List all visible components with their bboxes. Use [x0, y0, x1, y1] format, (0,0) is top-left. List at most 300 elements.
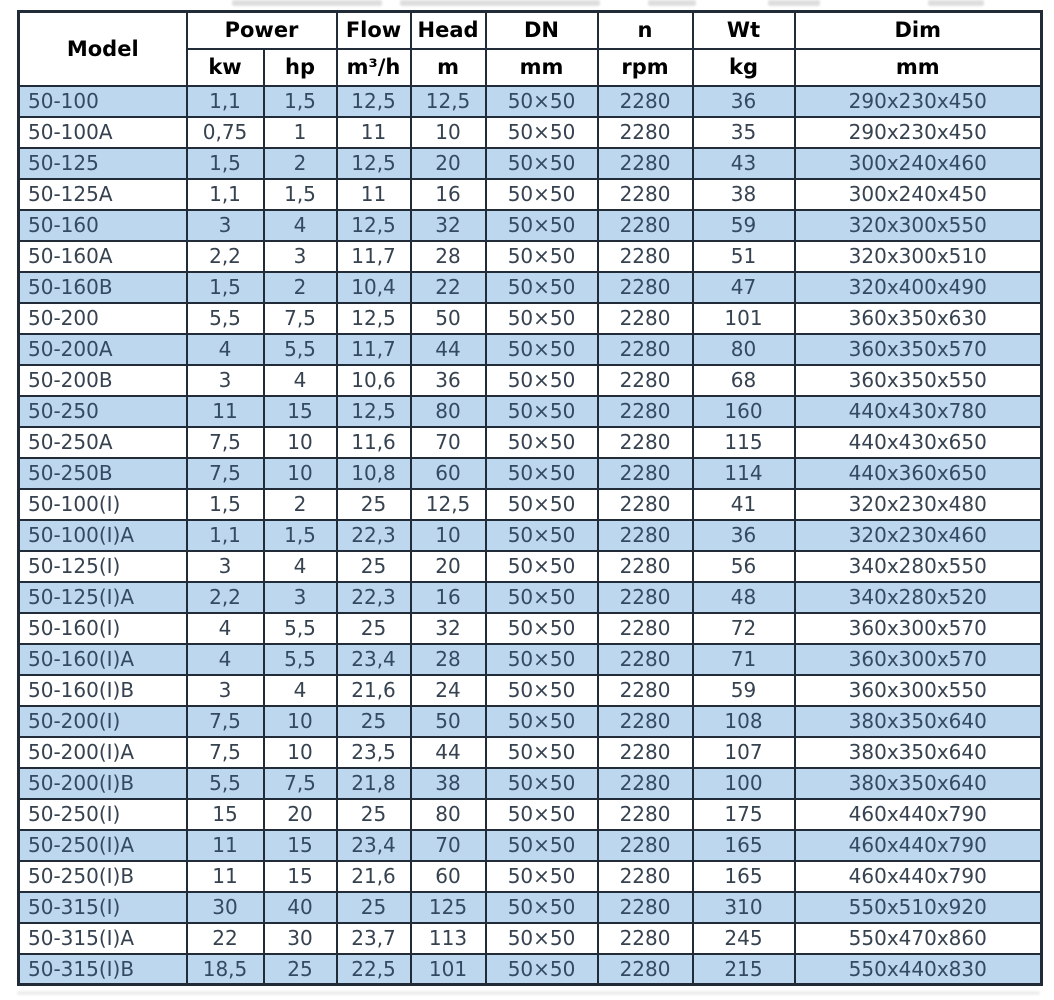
value-cell: 7,5	[187, 737, 264, 768]
value-cell: 22,3	[337, 582, 411, 613]
model-cell: 50-200	[19, 303, 187, 334]
table-row	[19, 954, 1042, 985]
value-cell: 18,5	[187, 954, 264, 985]
model-cell: 50-250B	[19, 458, 187, 489]
table-row	[19, 551, 1042, 582]
value-cell: 10	[264, 458, 337, 489]
table-header	[19, 12, 1042, 86]
value-cell: 12,5	[337, 303, 411, 334]
value-cell: 71	[693, 644, 795, 675]
value-cell: 59	[693, 675, 795, 706]
value-cell: 440x360x650	[795, 458, 1042, 489]
value-cell: 360x300x570	[795, 613, 1042, 644]
value-cell: 50×50	[486, 954, 598, 985]
value-cell: 340x280x520	[795, 582, 1042, 613]
value-cell: 50×50	[486, 334, 598, 365]
value-cell: 47	[693, 272, 795, 303]
value-cell: 10	[411, 520, 486, 551]
value-cell: 22,5	[337, 954, 411, 985]
value-cell: 22,3	[337, 520, 411, 551]
value-cell: 5,5	[264, 334, 337, 365]
value-cell: 2280	[598, 551, 693, 582]
value-cell: 50×50	[486, 303, 598, 334]
value-cell: 11,7	[337, 241, 411, 272]
value-cell: 11	[337, 117, 411, 148]
table-row	[19, 117, 1042, 148]
value-cell: 50×50	[486, 551, 598, 582]
value-cell: 36	[693, 86, 795, 117]
value-cell: 50	[411, 706, 486, 737]
value-cell: 11,7	[337, 334, 411, 365]
value-cell: 25	[337, 892, 411, 923]
value-cell: 2280	[598, 396, 693, 427]
value-cell: 12,5	[337, 86, 411, 117]
value-cell: 5,5	[187, 768, 264, 799]
value-cell: 12,5	[337, 210, 411, 241]
value-cell: 10	[264, 706, 337, 737]
table-row	[19, 923, 1042, 954]
value-cell: 320x230x480	[795, 489, 1042, 520]
value-cell: 50×50	[486, 830, 598, 861]
value-cell: 10	[411, 117, 486, 148]
cropped-content-artifact	[17, 991, 1040, 995]
value-cell: 360x350x630	[795, 303, 1042, 334]
value-cell: 50×50	[486, 706, 598, 737]
model-cell: 50-160A	[19, 241, 187, 272]
value-cell: 550x510x920	[795, 892, 1042, 923]
table-row	[19, 768, 1042, 799]
value-cell: 50×50	[486, 117, 598, 148]
table-row	[19, 830, 1042, 861]
value-cell: 11	[187, 861, 264, 892]
table-row	[19, 489, 1042, 520]
value-cell: 1,1	[187, 520, 264, 551]
value-cell: 50×50	[486, 892, 598, 923]
value-cell: 32	[411, 210, 486, 241]
value-cell: 2280	[598, 86, 693, 117]
value-cell: 50×50	[486, 365, 598, 396]
value-cell: 1,5	[187, 272, 264, 303]
value-cell: 12,5	[411, 489, 486, 520]
value-cell: 380x350x640	[795, 706, 1042, 737]
value-cell: 1,5	[187, 489, 264, 520]
table-row	[19, 427, 1042, 458]
value-cell: 2280	[598, 303, 693, 334]
value-cell: 2280	[598, 644, 693, 675]
table-row	[19, 272, 1042, 303]
value-cell: 2280	[598, 675, 693, 706]
value-cell: 59	[693, 210, 795, 241]
table-body	[19, 86, 1042, 985]
value-cell: 7,5	[187, 427, 264, 458]
model-cell: 50-100(I)A	[19, 520, 187, 551]
value-cell: 36	[411, 365, 486, 396]
value-cell: 43	[693, 148, 795, 179]
unit-kg: kg	[693, 49, 795, 86]
value-cell: 2280	[598, 520, 693, 551]
value-cell: 2280	[598, 706, 693, 737]
model-cell: 50-315(I)	[19, 892, 187, 923]
value-cell: 25	[337, 706, 411, 737]
value-cell: 380x350x640	[795, 768, 1042, 799]
value-cell: 50×50	[486, 582, 598, 613]
unit-mm-dn: mm	[486, 49, 598, 86]
value-cell: 56	[693, 551, 795, 582]
value-cell: 310	[693, 892, 795, 923]
value-cell: 440x430x780	[795, 396, 1042, 427]
value-cell: 2280	[598, 179, 693, 210]
model-cell: 50-200(I)B	[19, 768, 187, 799]
value-cell: 2280	[598, 427, 693, 458]
cropped-text-artifact	[768, 0, 820, 6]
header-dn: DN	[486, 12, 598, 49]
value-cell: 41	[693, 489, 795, 520]
value-cell: 113	[411, 923, 486, 954]
value-cell: 38	[693, 179, 795, 210]
value-cell: 1,5	[264, 520, 337, 551]
value-cell: 10	[264, 427, 337, 458]
value-cell: 50×50	[486, 396, 598, 427]
value-cell: 50×50	[486, 520, 598, 551]
pump-spec-table	[17, 10, 1043, 986]
value-cell: 16	[411, 582, 486, 613]
value-cell: 40	[264, 892, 337, 923]
value-cell: 4	[187, 644, 264, 675]
model-cell: 50-315(I)A	[19, 923, 187, 954]
model-cell: 50-200B	[19, 365, 187, 396]
value-cell: 360x350x570	[795, 334, 1042, 365]
value-cell: 460x440x790	[795, 861, 1042, 892]
unit-m: m	[411, 49, 486, 86]
value-cell: 5,5	[187, 303, 264, 334]
value-cell: 50×50	[486, 148, 598, 179]
value-cell: 2280	[598, 768, 693, 799]
value-cell: 290x230x450	[795, 117, 1042, 148]
value-cell: 2280	[598, 334, 693, 365]
value-cell: 550x440x830	[795, 954, 1042, 985]
model-cell: 50-125	[19, 148, 187, 179]
value-cell: 125	[411, 892, 486, 923]
value-cell: 44	[411, 737, 486, 768]
value-cell: 22	[411, 272, 486, 303]
model-cell: 50-200(I)A	[19, 737, 187, 768]
value-cell: 25	[337, 489, 411, 520]
value-cell: 36	[693, 520, 795, 551]
value-cell: 107	[693, 737, 795, 768]
value-cell: 50×50	[486, 799, 598, 830]
value-cell: 23,4	[337, 830, 411, 861]
value-cell: 0,75	[187, 117, 264, 148]
table-row	[19, 303, 1042, 334]
value-cell: 32	[411, 613, 486, 644]
value-cell: 50×50	[486, 675, 598, 706]
value-cell: 15	[187, 799, 264, 830]
value-cell: 25	[337, 551, 411, 582]
value-cell: 22	[187, 923, 264, 954]
value-cell: 2280	[598, 861, 693, 892]
value-cell: 175	[693, 799, 795, 830]
value-cell: 25	[337, 799, 411, 830]
value-cell: 30	[264, 923, 337, 954]
value-cell: 2280	[598, 489, 693, 520]
value-cell: 50×50	[486, 86, 598, 117]
table-row	[19, 241, 1042, 272]
value-cell: 2280	[598, 582, 693, 613]
header-head: Head	[411, 12, 486, 49]
unit-hp: hp	[264, 49, 337, 86]
table-row	[19, 86, 1042, 117]
value-cell: 23,4	[337, 644, 411, 675]
value-cell: 165	[693, 861, 795, 892]
table-row	[19, 799, 1042, 830]
value-cell: 11,6	[337, 427, 411, 458]
model-cell: 50-125(I)A	[19, 582, 187, 613]
model-cell: 50-160(I)	[19, 613, 187, 644]
value-cell: 2280	[598, 892, 693, 923]
value-cell: 3	[187, 551, 264, 582]
value-cell: 245	[693, 923, 795, 954]
value-cell: 300x240x450	[795, 179, 1042, 210]
value-cell: 2280	[598, 799, 693, 830]
header-flow: Flow	[337, 12, 411, 49]
value-cell: 5,5	[264, 613, 337, 644]
value-cell: 21,8	[337, 768, 411, 799]
model-cell: 50-100(I)	[19, 489, 187, 520]
value-cell: 50×50	[486, 210, 598, 241]
value-cell: 160	[693, 396, 795, 427]
cropped-text-artifact	[928, 0, 984, 6]
value-cell: 51	[693, 241, 795, 272]
value-cell: 50×50	[486, 861, 598, 892]
header-n: n	[598, 12, 693, 49]
unit-m3h: m³/h	[337, 49, 411, 86]
model-cell: 50-250A	[19, 427, 187, 458]
value-cell: 70	[411, 427, 486, 458]
value-cell: 1	[264, 117, 337, 148]
value-cell: 360x350x550	[795, 365, 1042, 396]
value-cell: 114	[693, 458, 795, 489]
value-cell: 2280	[598, 923, 693, 954]
value-cell: 50×50	[486, 644, 598, 675]
value-cell: 48	[693, 582, 795, 613]
value-cell: 20	[264, 799, 337, 830]
value-cell: 4	[187, 334, 264, 365]
value-cell: 15	[264, 861, 337, 892]
model-cell: 50-250(I)A	[19, 830, 187, 861]
value-cell: 60	[411, 458, 486, 489]
value-cell: 50	[411, 303, 486, 334]
value-cell: 23,7	[337, 923, 411, 954]
table-row	[19, 644, 1042, 675]
value-cell: 7,5	[187, 706, 264, 737]
value-cell: 30	[187, 892, 264, 923]
value-cell: 10	[264, 737, 337, 768]
value-cell: 2280	[598, 458, 693, 489]
value-cell: 340x280x550	[795, 551, 1042, 582]
table-row	[19, 892, 1042, 923]
model-cell: 50-315(I)B	[19, 954, 187, 985]
value-cell: 1,1	[187, 86, 264, 117]
value-cell: 25	[337, 613, 411, 644]
value-cell: 2280	[598, 613, 693, 644]
value-cell: 460x440x790	[795, 799, 1042, 830]
value-cell: 68	[693, 365, 795, 396]
model-cell: 50-100A	[19, 117, 187, 148]
unit-mm-dim: mm	[795, 49, 1042, 86]
value-cell: 12,5	[411, 86, 486, 117]
value-cell: 320x300x550	[795, 210, 1042, 241]
value-cell: 100	[693, 768, 795, 799]
value-cell: 12,5	[337, 396, 411, 427]
value-cell: 50×50	[486, 768, 598, 799]
cropped-text-artifact	[648, 0, 696, 6]
value-cell: 16	[411, 179, 486, 210]
cropped-text-artifact	[400, 0, 600, 6]
model-cell: 50-200A	[19, 334, 187, 365]
value-cell: 10,4	[337, 272, 411, 303]
header-wt: Wt	[693, 12, 795, 49]
value-cell: 11	[187, 396, 264, 427]
table-row	[19, 520, 1042, 551]
value-cell: 108	[693, 706, 795, 737]
value-cell: 20	[411, 551, 486, 582]
value-cell: 460x440x790	[795, 830, 1042, 861]
value-cell: 50×50	[486, 272, 598, 303]
value-cell: 440x430x650	[795, 427, 1042, 458]
value-cell: 550x470x860	[795, 923, 1042, 954]
table-row	[19, 179, 1042, 210]
value-cell: 2	[264, 272, 337, 303]
value-cell: 50×50	[486, 737, 598, 768]
value-cell: 50×50	[486, 427, 598, 458]
value-cell: 38	[411, 768, 486, 799]
value-cell: 50×50	[486, 458, 598, 489]
value-cell: 25	[264, 954, 337, 985]
value-cell: 50×50	[486, 241, 598, 272]
value-cell: 21,6	[337, 675, 411, 706]
value-cell: 11	[187, 830, 264, 861]
value-cell: 165	[693, 830, 795, 861]
value-cell: 2,2	[187, 582, 264, 613]
value-cell: 44	[411, 334, 486, 365]
value-cell: 380x350x640	[795, 737, 1042, 768]
value-cell: 1,5	[187, 148, 264, 179]
value-cell: 2,2	[187, 241, 264, 272]
model-cell: 50-250(I)	[19, 799, 187, 830]
value-cell: 101	[411, 954, 486, 985]
value-cell: 50×50	[486, 179, 598, 210]
value-cell: 2280	[598, 737, 693, 768]
value-cell: 11	[337, 179, 411, 210]
header-dim: Dim	[795, 12, 1042, 49]
table-row	[19, 458, 1042, 489]
header-group-row	[19, 12, 1042, 49]
value-cell: 4	[264, 365, 337, 396]
table-row	[19, 396, 1042, 427]
model-cell: 50-250(I)B	[19, 861, 187, 892]
value-cell: 1,5	[264, 179, 337, 210]
value-cell: 360x300x570	[795, 644, 1042, 675]
table-row	[19, 148, 1042, 179]
value-cell: 3	[187, 675, 264, 706]
value-cell: 50×50	[486, 613, 598, 644]
unit-rpm: rpm	[598, 49, 693, 86]
value-cell: 1,1	[187, 179, 264, 210]
value-cell: 3	[264, 582, 337, 613]
value-cell: 28	[411, 644, 486, 675]
value-cell: 360x300x550	[795, 675, 1042, 706]
value-cell: 4	[264, 210, 337, 241]
value-cell: 5,5	[264, 644, 337, 675]
model-cell: 50-200(I)	[19, 706, 187, 737]
table-row	[19, 737, 1042, 768]
value-cell: 28	[411, 241, 486, 272]
value-cell: 115	[693, 427, 795, 458]
value-cell: 12,5	[337, 148, 411, 179]
value-cell: 15	[264, 396, 337, 427]
value-cell: 4	[264, 675, 337, 706]
table-row	[19, 706, 1042, 737]
value-cell: 320x230x460	[795, 520, 1042, 551]
model-cell: 50-160(I)B	[19, 675, 187, 706]
value-cell: 2280	[598, 117, 693, 148]
header-model: Model	[19, 12, 187, 86]
value-cell: 20	[411, 148, 486, 179]
value-cell: 10,8	[337, 458, 411, 489]
value-cell: 24	[411, 675, 486, 706]
cropped-text-artifact	[232, 0, 382, 6]
value-cell: 2280	[598, 272, 693, 303]
value-cell: 2280	[598, 365, 693, 396]
value-cell: 2280	[598, 830, 693, 861]
value-cell: 215	[693, 954, 795, 985]
value-cell: 3	[187, 210, 264, 241]
value-cell: 2280	[598, 954, 693, 985]
value-cell: 21,6	[337, 861, 411, 892]
value-cell: 80	[693, 334, 795, 365]
model-cell: 50-125(I)	[19, 551, 187, 582]
table-row	[19, 861, 1042, 892]
table-row	[19, 675, 1042, 706]
table-row	[19, 334, 1042, 365]
value-cell: 50×50	[486, 923, 598, 954]
value-cell: 7,5	[264, 303, 337, 334]
unit-kw: kw	[187, 49, 264, 86]
model-cell: 50-250	[19, 396, 187, 427]
table-row	[19, 613, 1042, 644]
value-cell: 2280	[598, 210, 693, 241]
value-cell: 4	[264, 551, 337, 582]
value-cell: 300x240x460	[795, 148, 1042, 179]
value-cell: 7,5	[187, 458, 264, 489]
value-cell: 80	[411, 396, 486, 427]
model-cell: 50-100	[19, 86, 187, 117]
value-cell: 1,5	[264, 86, 337, 117]
value-cell: 15	[264, 830, 337, 861]
value-cell: 72	[693, 613, 795, 644]
value-cell: 320x400x490	[795, 272, 1042, 303]
table-row	[19, 582, 1042, 613]
table-row	[19, 365, 1042, 396]
value-cell: 70	[411, 830, 486, 861]
value-cell: 60	[411, 861, 486, 892]
value-cell: 50×50	[486, 489, 598, 520]
value-cell: 320x300x510	[795, 241, 1042, 272]
value-cell: 2	[264, 148, 337, 179]
model-cell: 50-160(I)A	[19, 644, 187, 675]
value-cell: 3	[187, 365, 264, 396]
model-cell: 50-125A	[19, 179, 187, 210]
